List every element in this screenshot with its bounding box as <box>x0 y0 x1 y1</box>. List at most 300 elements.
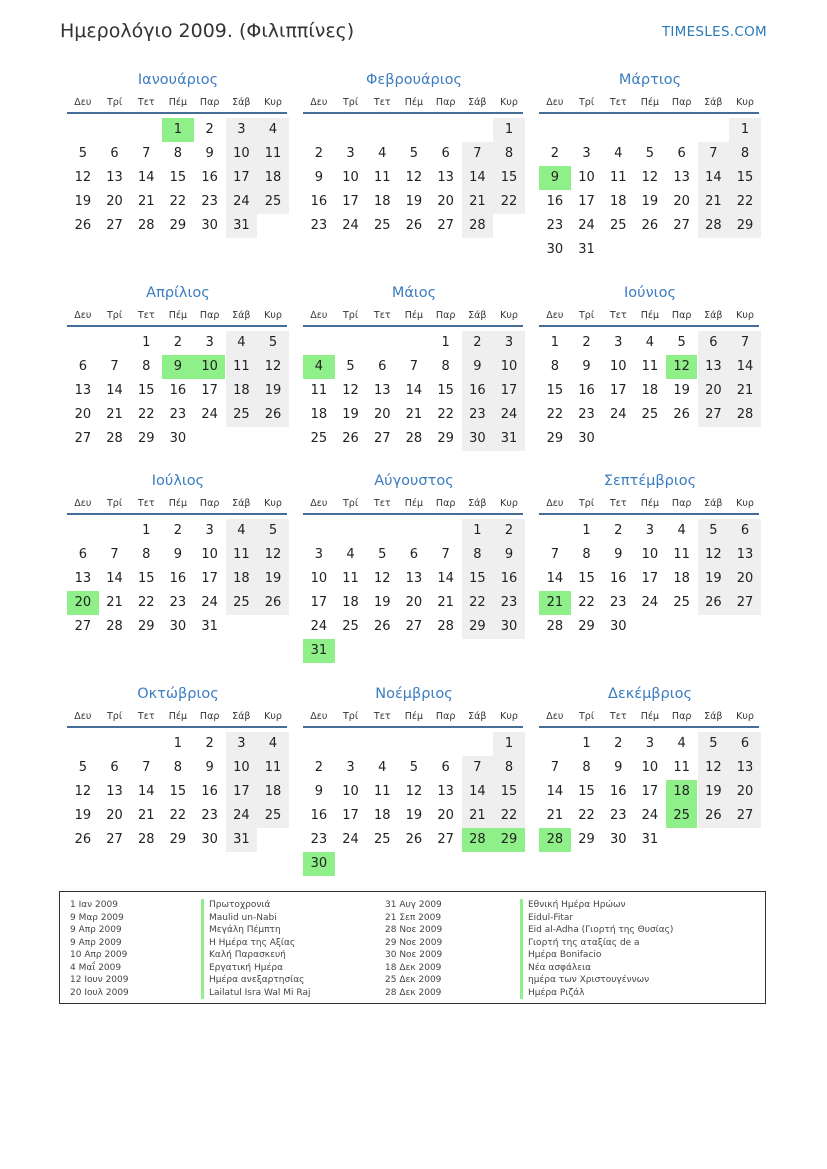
month-name: Μάιος <box>391 285 437 301</box>
day-cell: 6 <box>78 547 87 562</box>
day-cell: 2 <box>614 736 623 751</box>
day-cell: 2 <box>493 519 525 543</box>
weekday-label: Κυρ <box>500 97 518 108</box>
day-cell: 16 <box>546 194 564 209</box>
weekday-label: Τετ <box>609 498 627 509</box>
day-cell: 14 <box>546 784 564 799</box>
weekday-label: Τρί <box>343 310 359 321</box>
day-cell: 24 <box>342 832 359 847</box>
day-cell: 21 <box>729 379 761 403</box>
day-cell: 10 <box>342 170 359 185</box>
weekday-label: Δευ <box>310 310 328 321</box>
weekday-label: Παρ <box>199 498 220 509</box>
day-cell: 5 <box>78 760 87 775</box>
day-cell: 5 <box>645 146 655 161</box>
month-name: Ιανουάριος <box>137 72 219 88</box>
day-cell: 6 <box>78 359 87 374</box>
day-cell: 28 <box>729 403 761 427</box>
day-cell: 4 <box>226 331 258 355</box>
day-cell: 19 <box>257 567 289 591</box>
holiday-day-cell: 1 <box>162 118 194 142</box>
month-name: Ιούλιος <box>151 473 205 489</box>
day-cell: 30 <box>201 218 218 233</box>
day-cell: 5 <box>409 146 419 161</box>
legend-date: 12 Ιουν 2009 <box>70 975 129 985</box>
weekday-label: Κυρ <box>264 498 282 509</box>
day-cell: 5 <box>346 359 355 374</box>
day-cell: 1 <box>582 736 591 751</box>
header-rule <box>303 112 523 114</box>
day-cell: 11 <box>342 571 359 586</box>
legend-holiday-name: Πρωτοχρονιά <box>201 899 310 912</box>
holiday-day-cell: 12 <box>666 355 698 379</box>
day-cell: 7 <box>462 756 494 780</box>
day-cell: 19 <box>641 194 659 209</box>
holiday-day-cell: 9 <box>539 166 571 190</box>
day-cell: 11 <box>641 359 659 374</box>
weekday-label: Παρ <box>671 711 692 722</box>
weekday-label: Σάβ <box>468 498 487 509</box>
holiday-day-cell: 9 <box>162 355 194 379</box>
day-cell: 10 <box>493 355 525 379</box>
legend-date: 28 Δεκ 2009 <box>385 987 442 998</box>
day-cell: 28 <box>106 431 123 446</box>
weekday-label: Τρί <box>107 498 123 509</box>
day-cell: 27 <box>106 832 123 847</box>
day-cell: 3 <box>645 736 655 751</box>
weekday-label: Δευ <box>546 97 564 108</box>
day-cell: 20 <box>373 407 391 422</box>
day-cell: 17 <box>310 595 328 610</box>
month-name: Οκτώβριος <box>137 686 219 702</box>
day-cell: 5 <box>698 519 730 543</box>
day-cell: 15 <box>546 383 564 398</box>
day-cell: 26 <box>342 431 359 446</box>
day-cell: 31 <box>493 427 525 451</box>
day-cell: 11 <box>310 383 328 398</box>
day-cell: 28 <box>137 218 155 233</box>
day-cell: 30 <box>609 619 627 634</box>
day-cell: 24 <box>493 403 525 427</box>
day-cell: 27 <box>106 218 123 233</box>
weekday-label: Πέμ <box>404 310 424 321</box>
day-cell: 14 <box>137 170 155 185</box>
day-cell: 5 <box>677 335 686 350</box>
day-cell: 15 <box>169 784 187 799</box>
day-cell: 25 <box>609 218 627 233</box>
day-cell: 10 <box>310 571 328 586</box>
weekday-label: Σάβ <box>704 310 723 321</box>
month-name: Σεπτέμβριος <box>603 473 697 489</box>
month-name: Μάρτιος <box>618 72 682 88</box>
day-cell: 19 <box>373 595 391 610</box>
holiday-day-cell: 28 <box>539 828 571 852</box>
day-cell: 28 <box>437 619 454 634</box>
header-rule <box>67 513 287 515</box>
weekday-label: Παρ <box>199 310 220 321</box>
day-cell: 16 <box>493 567 525 591</box>
day-cell: 9 <box>314 170 323 185</box>
legend-names-right <box>520 899 673 999</box>
day-cell: 28 <box>698 214 730 238</box>
day-cell: 6 <box>698 331 730 355</box>
legend-holiday-name: Maulid un-Nabi <box>201 912 310 925</box>
holiday-day-cell: 18 <box>666 780 698 804</box>
weekday-label: Πέμ <box>404 97 424 108</box>
day-cell: 21 <box>106 595 123 610</box>
day-cell: 13 <box>698 355 730 379</box>
day-cell: 6 <box>677 146 686 161</box>
day-cell: 5 <box>378 547 387 562</box>
day-cell: 6 <box>110 760 119 775</box>
day-cell: 31 <box>201 619 218 634</box>
day-cell: 16 <box>201 170 218 185</box>
day-cell: 14 <box>437 571 454 586</box>
weekday-label: Δευ <box>310 711 328 722</box>
day-cell: 23 <box>169 407 187 422</box>
month-name: Νοέμβριος <box>375 686 453 702</box>
day-cell: 17 <box>493 379 525 403</box>
weekday-label: Τρί <box>343 711 359 722</box>
header-rule <box>67 726 287 728</box>
day-cell: 9 <box>614 547 623 562</box>
weekday-label: Τρί <box>343 498 359 509</box>
day-cell: 20 <box>405 595 423 610</box>
day-cell: 26 <box>373 619 391 634</box>
day-cell: 22 <box>729 190 761 214</box>
legend-dates-right <box>385 899 442 999</box>
day-cell: 7 <box>441 547 450 562</box>
day-cell: 10 <box>578 170 595 185</box>
day-cell: 7 <box>729 331 761 355</box>
day-cell: 22 <box>578 595 595 610</box>
day-cell: 25 <box>641 407 659 422</box>
legend-date: 1 Ιαν 2009 <box>70 900 118 910</box>
day-cell: 26 <box>673 407 690 422</box>
day-cell: 30 <box>493 615 525 639</box>
weekday-label: Δευ <box>74 498 92 509</box>
day-cell: 5 <box>257 331 289 355</box>
day-cell: 25 <box>373 832 391 847</box>
day-cell: 21 <box>137 194 155 209</box>
holiday-day-cell: 10 <box>194 355 226 379</box>
site-brand-link[interactable]: TIMESLES.COM <box>661 24 767 40</box>
day-cell: 25 <box>310 431 328 446</box>
day-cell: 9 <box>205 146 214 161</box>
weekday-label: Τετ <box>137 498 155 509</box>
legend-names-left <box>201 899 310 999</box>
legend-holiday-name: ημέρα των Χριστουγέννων <box>520 974 673 987</box>
day-cell: 9 <box>205 760 214 775</box>
day-cell: 8 <box>173 146 183 161</box>
legend-holiday-name: Γιορτή της αταξίας de a <box>520 937 673 950</box>
day-cell: 19 <box>74 808 92 823</box>
day-cell: 22 <box>169 194 187 209</box>
weekday-label: Πέμ <box>640 498 660 509</box>
weekday-label: Πέμ <box>168 97 188 108</box>
day-cell: 15 <box>493 780 525 804</box>
day-cell: 11 <box>257 756 289 780</box>
weekday-label: Τρί <box>579 310 595 321</box>
day-cell: 11 <box>609 170 627 185</box>
day-cell: 3 <box>582 146 591 161</box>
day-cell: 14 <box>462 780 494 804</box>
day-cell: 27 <box>729 804 761 828</box>
day-cell: 27 <box>405 619 423 634</box>
day-cell: 17 <box>201 383 218 398</box>
day-cell: 14 <box>405 383 423 398</box>
day-cell: 3 <box>226 732 258 756</box>
day-cell: 8 <box>582 547 591 562</box>
day-cell: 7 <box>550 547 559 562</box>
day-cell: 24 <box>641 595 659 610</box>
day-cell: 12 <box>405 170 423 185</box>
weekday-label: Κυρ <box>264 310 282 321</box>
legend-holiday-name: Eid al-Adha (Γιορτή της Θυσίας) <box>520 924 673 937</box>
day-cell: 30 <box>578 431 595 446</box>
weekday-label: Σάβ <box>704 498 723 509</box>
day-cell: 15 <box>169 170 187 185</box>
day-cell: 29 <box>729 214 761 238</box>
weekday-label: Τρί <box>579 97 595 108</box>
weekday-label: Κυρ <box>500 498 518 509</box>
day-cell: 10 <box>226 756 258 780</box>
weekday-label: Τρί <box>107 310 123 321</box>
day-cell: 13 <box>437 170 454 185</box>
day-cell: 24 <box>609 407 627 422</box>
day-cell: 27 <box>74 619 92 634</box>
day-cell: 6 <box>441 146 450 161</box>
day-cell: 1 <box>142 335 151 350</box>
day-cell: 4 <box>378 146 387 161</box>
day-cell: 10 <box>641 547 659 562</box>
holiday-day-cell: 20 <box>67 591 99 615</box>
day-cell: 2 <box>173 523 183 538</box>
weekday-label: Σάβ <box>704 711 723 722</box>
day-cell: 9 <box>614 760 623 775</box>
legend-holiday-name: Καλή Παρασκευή <box>201 949 310 962</box>
day-cell: 23 <box>462 403 494 427</box>
day-cell: 1 <box>493 732 525 756</box>
day-cell: 23 <box>169 595 187 610</box>
weekday-label: Σάβ <box>704 97 723 108</box>
day-cell: 9 <box>173 547 183 562</box>
day-cell: 20 <box>698 379 730 403</box>
day-cell: 11 <box>673 760 690 775</box>
legend-date: 25 Δεκ 2009 <box>385 975 442 985</box>
day-cell: 22 <box>493 804 525 828</box>
header-rule <box>67 112 287 114</box>
day-cell: 19 <box>405 194 423 209</box>
day-cell: 29 <box>169 218 187 233</box>
day-cell: 15 <box>462 567 494 591</box>
day-cell: 24 <box>342 218 359 233</box>
day-cell: 8 <box>142 359 151 374</box>
day-cell: 13 <box>729 756 761 780</box>
day-cell: 19 <box>698 567 730 591</box>
day-cell: 29 <box>137 431 155 446</box>
legend-holiday-name: Μεγάλη Πέμπτη <box>201 924 310 937</box>
legend-holiday-name: Ημέρα ανεξαρτησίας <box>201 974 310 987</box>
day-cell: 2 <box>314 146 323 161</box>
day-cell: 3 <box>205 335 214 350</box>
day-cell: 31 <box>226 214 258 238</box>
holiday-day-cell: 31 <box>303 639 335 663</box>
day-cell: 22 <box>137 595 155 610</box>
day-cell: 4 <box>257 732 289 756</box>
legend-holiday-name: Νέα ασφάλεια <box>520 962 673 975</box>
day-cell: 26 <box>405 218 423 233</box>
weekday-label: Τετ <box>373 498 391 509</box>
day-cell: 13 <box>74 383 92 398</box>
day-cell: 26 <box>257 591 289 615</box>
legend-holiday-name: Η Ημέρα της Αξίας <box>201 937 310 950</box>
weekday-label: Σάβ <box>232 498 251 509</box>
weekday-label: Παρ <box>671 498 692 509</box>
day-cell: 18 <box>226 567 258 591</box>
day-cell: 26 <box>74 832 92 847</box>
day-cell: 28 <box>106 619 123 634</box>
day-cell: 16 <box>578 383 595 398</box>
day-cell: 11 <box>673 547 690 562</box>
day-cell: 26 <box>74 218 92 233</box>
weekday-label: Τετ <box>609 97 627 108</box>
day-cell: 24 <box>201 595 218 610</box>
weekday-label: Παρ <box>435 97 456 108</box>
day-cell: 31 <box>226 828 258 852</box>
day-cell: 5 <box>78 146 87 161</box>
day-cell: 15 <box>137 383 155 398</box>
day-cell: 26 <box>698 804 730 828</box>
day-cell: 23 <box>310 832 328 847</box>
day-cell: 17 <box>342 808 359 823</box>
day-cell: 5 <box>698 732 730 756</box>
weekday-label: Παρ <box>671 97 692 108</box>
day-cell: 2 <box>173 335 183 350</box>
holiday-legend <box>59 891 766 1004</box>
holiday-day-cell: 30 <box>303 852 335 876</box>
day-cell: 15 <box>578 784 595 799</box>
day-cell: 16 <box>310 194 328 209</box>
holiday-day-cell: 29 <box>493 828 525 852</box>
weekday-label: Τετ <box>609 310 627 321</box>
header-rule <box>67 325 287 327</box>
day-cell: 20 <box>673 194 690 209</box>
day-cell: 8 <box>729 142 761 166</box>
weekday-label: Σάβ <box>468 310 487 321</box>
weekday-label: Πέμ <box>404 711 424 722</box>
legend-date: 4 Μαΐ 2009 <box>70 962 122 973</box>
weekday-label: Πέμ <box>168 711 188 722</box>
day-cell: 29 <box>546 431 564 446</box>
day-cell: 4 <box>677 736 686 751</box>
day-cell: 8 <box>550 359 559 374</box>
day-cell: 25 <box>673 595 690 610</box>
weekday-label: Πέμ <box>640 310 660 321</box>
day-cell: 1 <box>462 519 494 543</box>
day-cell: 14 <box>729 355 761 379</box>
day-cell: 20 <box>106 194 123 209</box>
weekday-label: Παρ <box>199 711 220 722</box>
day-cell: 4 <box>346 547 355 562</box>
day-cell: 18 <box>673 571 690 586</box>
day-cell: 26 <box>405 832 423 847</box>
day-cell: 2 <box>614 523 623 538</box>
weekday-label: Πέμ <box>640 711 660 722</box>
weekday-label: Τετ <box>137 310 155 321</box>
day-cell: 27 <box>729 591 761 615</box>
day-cell: 19 <box>342 407 359 422</box>
weekday-label: Δευ <box>310 97 328 108</box>
legend-date: 18 Δεκ 2009 <box>385 962 442 973</box>
header-rule <box>539 112 759 114</box>
day-cell: 23 <box>201 808 218 823</box>
day-cell: 11 <box>257 142 289 166</box>
day-cell: 30 <box>169 619 187 634</box>
weekday-label: Πέμ <box>168 310 188 321</box>
day-cell: 18 <box>373 194 391 209</box>
weekday-label: Τρί <box>107 711 123 722</box>
day-cell: 24 <box>641 808 659 823</box>
day-cell: 11 <box>373 170 391 185</box>
weekday-label: Δευ <box>74 711 92 722</box>
weekday-label: Παρ <box>435 310 456 321</box>
day-cell: 6 <box>729 519 761 543</box>
day-cell: 24 <box>226 190 258 214</box>
day-cell: 6 <box>729 732 761 756</box>
day-cell: 22 <box>137 407 155 422</box>
day-cell: 15 <box>493 166 525 190</box>
day-cell: 12 <box>74 170 92 185</box>
day-cell: 22 <box>462 591 494 615</box>
weekday-label: Πέμ <box>404 498 424 509</box>
day-cell: 18 <box>342 595 359 610</box>
weekday-label: Δευ <box>546 498 564 509</box>
day-cell: 8 <box>493 756 525 780</box>
day-cell: 19 <box>74 194 92 209</box>
weekday-label: Τρί <box>579 498 595 509</box>
day-cell: 1 <box>550 335 559 350</box>
day-cell: 12 <box>257 543 289 567</box>
day-cell: 10 <box>609 359 627 374</box>
day-cell: 4 <box>378 760 387 775</box>
weekday-label: Κυρ <box>736 711 754 722</box>
day-cell: 4 <box>614 146 623 161</box>
day-cell: 28 <box>137 832 155 847</box>
day-cell: 29 <box>437 431 454 446</box>
day-cell: 3 <box>205 523 214 538</box>
day-cell: 30 <box>169 431 187 446</box>
day-cell: 8 <box>493 142 525 166</box>
day-cell: 15 <box>578 571 595 586</box>
month-name: Αύγουστος <box>374 473 454 489</box>
weekday-label: Παρ <box>671 310 692 321</box>
holiday-day-cell: 21 <box>539 591 571 615</box>
weekday-label: Δευ <box>546 711 564 722</box>
weekday-label: Τετ <box>609 711 627 722</box>
day-cell: 25 <box>257 190 289 214</box>
day-cell: 12 <box>698 756 730 780</box>
day-cell: 5 <box>257 519 289 543</box>
day-cell: 17 <box>641 784 659 799</box>
day-cell: 6 <box>110 146 119 161</box>
weekday-label: Σάβ <box>468 711 487 722</box>
day-cell: 14 <box>698 166 730 190</box>
day-cell: 25 <box>342 619 359 634</box>
day-cell: 19 <box>257 379 289 403</box>
month-name: Φεβρουάριος <box>365 72 463 88</box>
day-cell: 10 <box>342 784 359 799</box>
